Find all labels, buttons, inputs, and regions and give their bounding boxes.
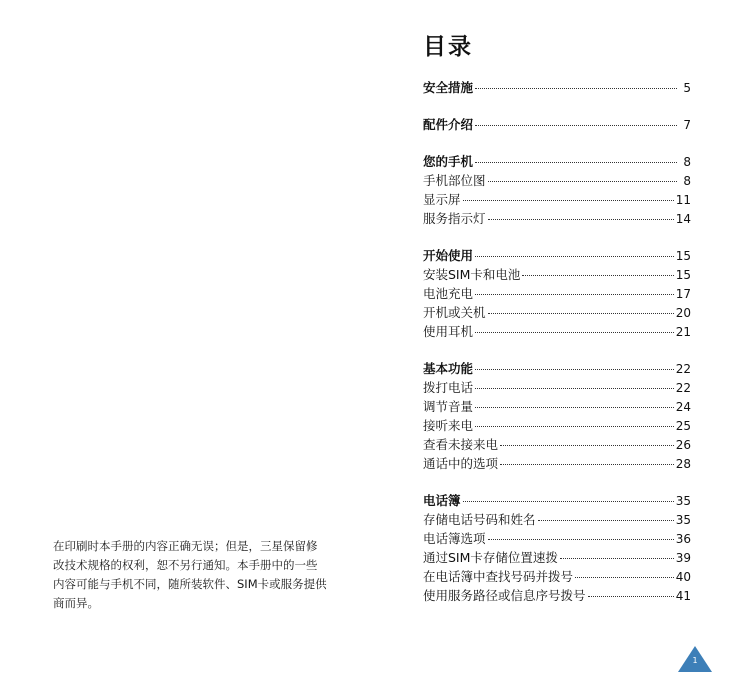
toc-entry-page: 36	[675, 532, 691, 546]
toc-leader-dots	[475, 426, 674, 427]
toc-entry-heading[interactable]	[423, 491, 691, 510]
toc-entry-label: 在电话簿中查找号码并拨号	[423, 569, 574, 584]
toc-entry-page: 8	[683, 155, 691, 169]
toc-leader-dots	[475, 407, 674, 408]
disclaimer-line: 内容可能与手机不同，随所装软件、SIM卡或服务提供	[53, 577, 327, 591]
toc-leader-dots	[475, 88, 677, 89]
toc-entry-label: 拨打电话	[423, 380, 474, 395]
toc-entry-page: 15	[675, 249, 691, 263]
toc-leader-dots	[475, 388, 674, 389]
toc-entry-label: 服务指示灯	[423, 211, 486, 226]
disclaimer-line: 改技术规格的权利，恕不另行通知。本手册中的一些	[53, 558, 318, 572]
toc-leader-dots	[475, 125, 677, 126]
toc-entry-label: 使用服务路径或信息序号拨号	[423, 588, 586, 603]
toc-entry-page: 40	[675, 570, 691, 584]
toc-entry-label: 接听来电	[423, 418, 474, 433]
toc-leader-dots	[488, 313, 674, 314]
toc-entry-page: 39	[675, 551, 691, 565]
toc-entry-label: 配件介绍	[423, 117, 474, 132]
toc-entry-label: 电话簿	[423, 493, 461, 508]
toc-section-getting-started	[423, 246, 691, 341]
toc-entry[interactable]	[423, 171, 691, 190]
toc-entry-page: 41	[675, 589, 691, 603]
toc-entry-label: 查看未接来电	[423, 437, 499, 452]
toc-entry-label: 安装SIM卡和电池	[423, 267, 521, 282]
toc-entry-label: 安全措施	[423, 80, 474, 95]
toc-entry-label: 您的手机	[423, 154, 474, 169]
toc-leader-dots	[500, 445, 674, 446]
toc-entry-heading[interactable]	[423, 246, 691, 265]
toc-entry-page: 35	[675, 513, 691, 527]
disclaimer-line: 商而异。	[53, 596, 99, 610]
toc-entry-label: 调节音量	[423, 399, 474, 414]
toc-leader-dots	[463, 200, 674, 201]
toc-entry-label: 显示屏	[423, 192, 461, 207]
toc-section-safety	[423, 78, 691, 97]
toc-entry-page: 22	[675, 362, 691, 376]
toc-section-basic-functions	[423, 359, 691, 473]
toc-entry[interactable]	[423, 454, 691, 473]
toc-entry[interactable]	[423, 303, 691, 322]
page-number: 1	[692, 656, 698, 665]
toc-entry[interactable]	[423, 548, 691, 567]
toc-section-phonebook	[423, 491, 691, 605]
toc-entry-page: 26	[675, 438, 691, 452]
toc-entry[interactable]	[423, 284, 691, 303]
toc-entry[interactable]	[423, 586, 691, 605]
toc-entry-page: 25	[675, 419, 691, 433]
toc-entry[interactable]	[423, 190, 691, 209]
toc-entry-heading[interactable]	[423, 152, 691, 171]
toc-entry-heading[interactable]	[423, 115, 691, 134]
toc-leader-dots	[475, 256, 674, 257]
toc-entry-label: 手机部位图	[423, 173, 486, 188]
toc-entry-label: 开始使用	[423, 248, 474, 263]
toc-entry[interactable]	[423, 416, 691, 435]
toc-entry-label: 电话簿选项	[423, 531, 486, 546]
toc-entry-heading[interactable]	[423, 78, 691, 97]
toc-entry-page: 5	[683, 81, 691, 95]
disclaimer-line: 在印刷时本手册的内容正确无误；但是，三星保留修	[53, 539, 318, 553]
toc-entry-page: 17	[675, 287, 691, 301]
toc-leader-dots	[475, 162, 677, 163]
toc-entry-page: 15	[675, 268, 691, 282]
toc-leader-dots	[538, 520, 674, 521]
toc-entry-page: 20	[675, 306, 691, 320]
toc-entry-label: 使用耳机	[423, 324, 474, 339]
toc-leader-dots	[463, 501, 674, 502]
toc-entry-page: 21	[675, 325, 691, 339]
toc-leader-dots	[488, 539, 674, 540]
toc-entry[interactable]	[423, 567, 691, 586]
toc-entry[interactable]	[423, 378, 691, 397]
toc-entry-label: 电池充电	[423, 286, 474, 301]
toc-section-accessories	[423, 115, 691, 134]
table-of-contents	[423, 30, 691, 623]
toc-leader-dots	[500, 464, 674, 465]
toc-entry[interactable]	[423, 529, 691, 548]
toc-entry-label: 通过SIM卡存储位置速拨	[423, 550, 558, 565]
toc-entry-label: 开机或关机	[423, 305, 486, 320]
toc-entry[interactable]	[423, 209, 691, 228]
toc-entry-label: 存储电话号码和姓名	[423, 512, 536, 527]
toc-entry-label: 基本功能	[423, 361, 474, 376]
toc-entry-page: 24	[675, 400, 691, 414]
toc-entry-page: 28	[675, 457, 691, 471]
toc-leader-dots	[560, 558, 674, 559]
toc-title: 目录	[423, 34, 473, 60]
toc-leader-dots	[575, 577, 674, 578]
toc-entry[interactable]	[423, 510, 691, 529]
toc-entry-heading[interactable]	[423, 359, 691, 378]
toc-leader-dots	[488, 219, 674, 220]
toc-entry-page: 8	[683, 174, 691, 188]
toc-entry-page: 35	[675, 494, 691, 508]
disclaimer-text	[53, 537, 343, 613]
toc-entry-page: 7	[683, 118, 691, 132]
toc-entry[interactable]	[423, 435, 691, 454]
toc-leader-dots	[475, 369, 674, 370]
toc-leader-dots	[588, 596, 674, 597]
toc-leader-dots	[522, 275, 673, 276]
toc-leader-dots	[475, 332, 674, 333]
toc-entry[interactable]	[423, 397, 691, 416]
toc-entry[interactable]	[423, 265, 691, 284]
toc-section-your-phone	[423, 152, 691, 228]
toc-entry-page: 11	[675, 193, 691, 207]
toc-entry-page: 14	[675, 212, 691, 226]
toc-entry-page: 22	[675, 381, 691, 395]
toc-entry[interactable]	[423, 322, 691, 341]
toc-entry-label: 通话中的选项	[423, 456, 499, 471]
toc-leader-dots	[488, 181, 677, 182]
toc-leader-dots	[475, 294, 674, 295]
